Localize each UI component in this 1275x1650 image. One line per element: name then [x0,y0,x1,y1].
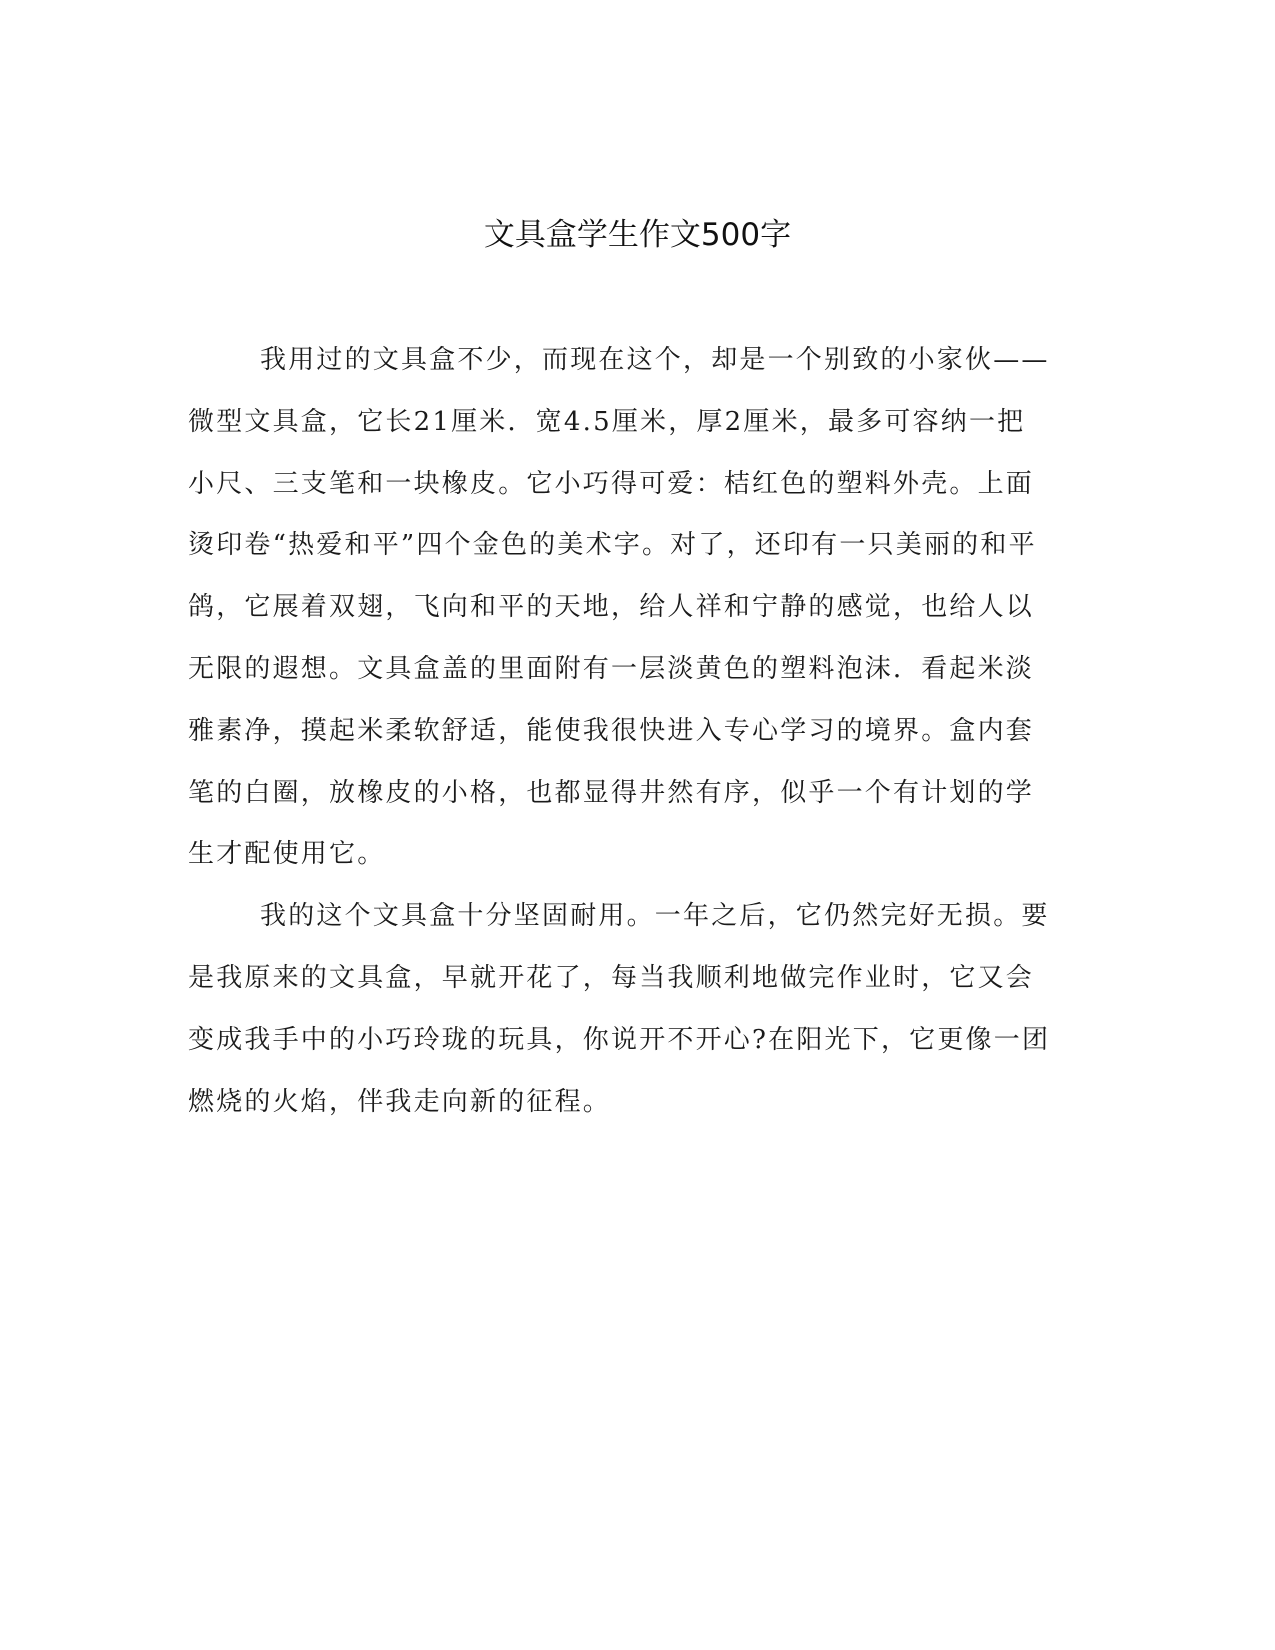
text-line: 我的这个文具盒十分坚固耐用。一年之后，它仍然完好无损。要 [260,901,1050,932]
text-line: 笔的白圈，放橡皮的小格，也都显得井然有序，似乎一个有计划的学 [188,777,1035,808]
text-line: 烫印卷“热爱和平”四个金色的美术字。对了，还印有一只美丽的和平 [188,530,1037,561]
text-line: 变成我手中的小巧玲珑的玩具，你说开不开心?在阳光下，它更像一团 [188,1024,1051,1055]
document-body [188,330,1068,1133]
text-line: 雅素净，摸起米柔软舒适，能使我很快进入专心学习的境界。盒内套 [188,715,1035,746]
text-line: 生才配使用它。 [188,839,386,870]
text-line: 鸽，它展着双翅，飞向和平的天地，给人祥和宁静的感觉，也给人以 [188,592,1035,623]
document-title: 文具盒学生作文500字 [483,217,792,253]
text-line: 微型文具盒，它长21厘米．宽4.5厘米，厚2厘米，最多可容纳一把 [188,406,1026,437]
text-line: 小尺、三支笔和一块橡皮。它小巧得可爱：桔红色的塑料外壳。上面 [188,468,1035,499]
paragraph-2 [188,886,1068,1133]
text-line: 我用过的文具盒不少，而现在这个，却是一个别致的小家伙—— [260,345,1050,375]
text-line: 是我原来的文具盒，早就开花了，每当我顺利地做完作业时，它又会 [188,962,1035,993]
text-line: 燃烧的火焰，伴我走向新的征程。 [188,1086,612,1117]
text-line: 无限的遐想。文具盒盖的里面附有一层淡黄色的塑料泡沫．看起米淡 [188,653,1035,684]
paragraph-1 [188,330,1068,886]
